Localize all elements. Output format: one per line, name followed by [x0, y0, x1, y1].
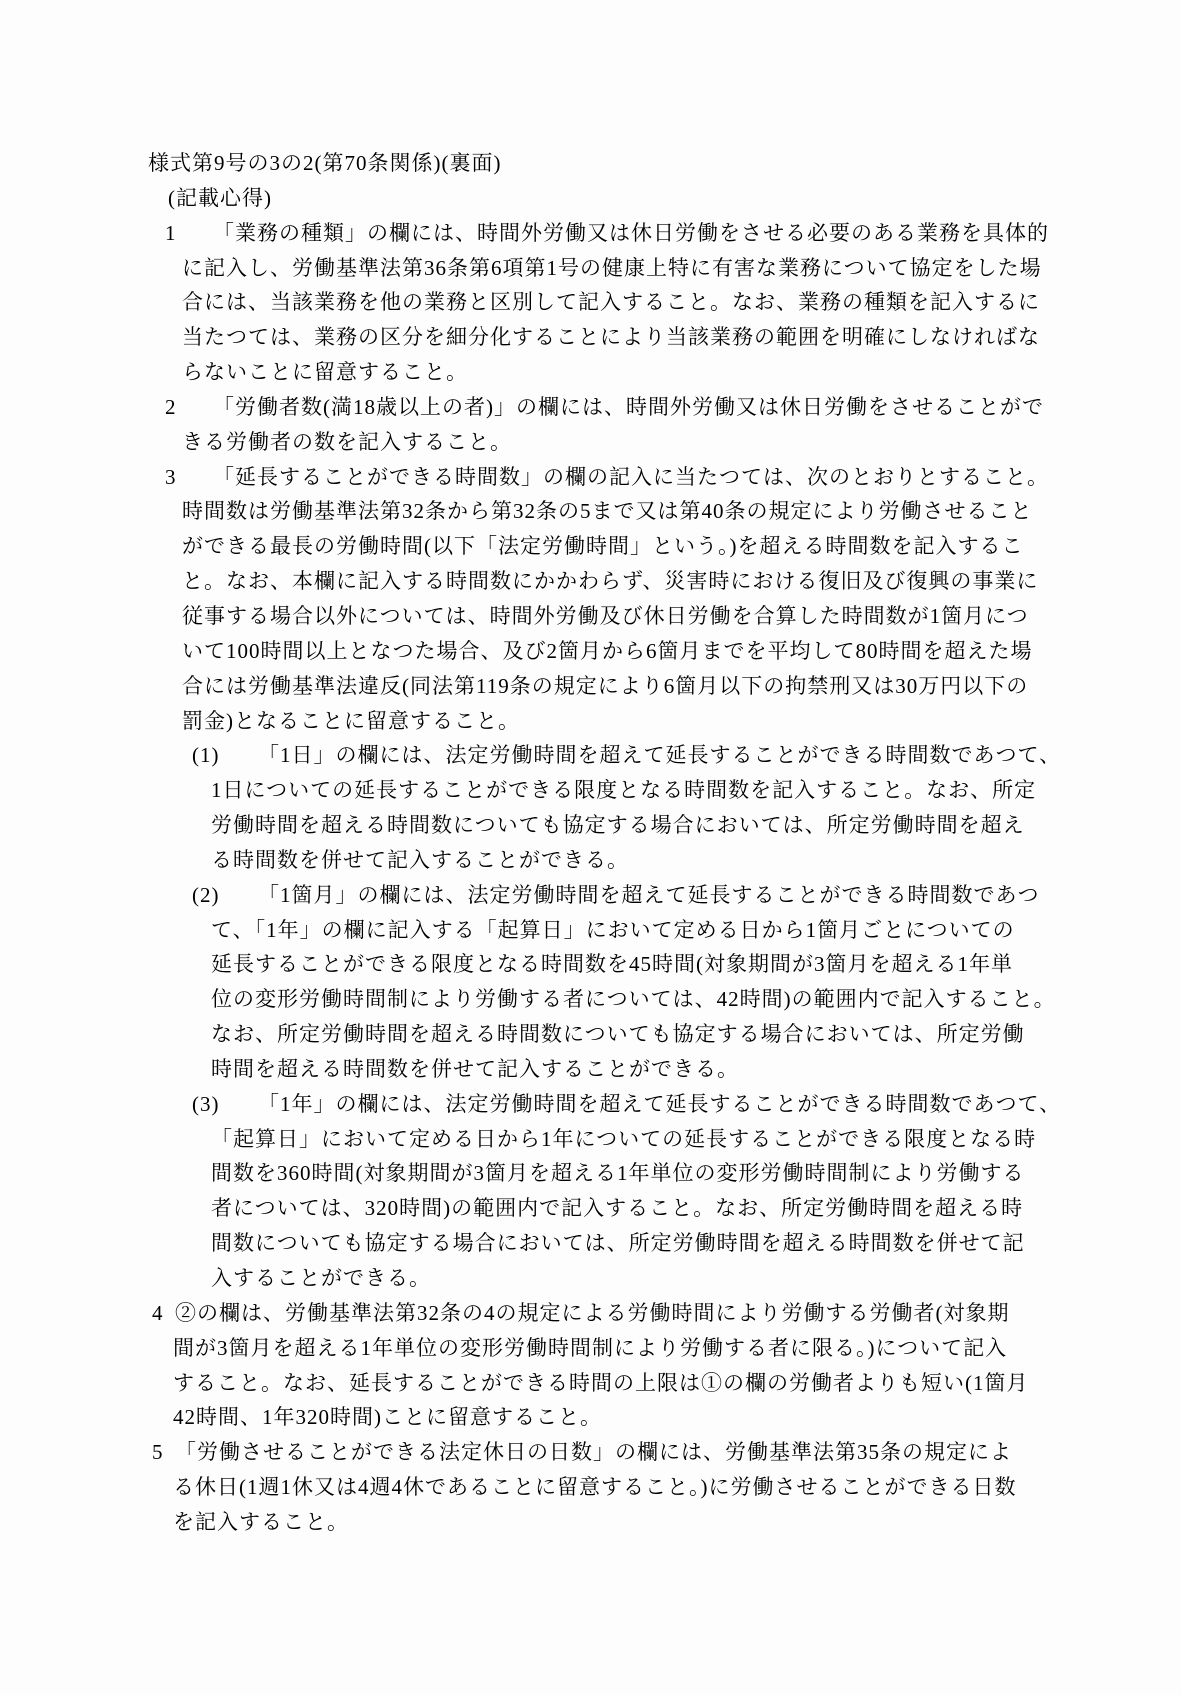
- text-line: [0, 634, 1181, 669]
- text-line: [0, 1400, 1181, 1435]
- item-number: 1: [165, 220, 177, 245]
- text-line: [0, 1052, 1181, 1087]
- line-text: 位の変形労働時間制により労働する者については、42時間)の範囲内で記入すること。: [211, 987, 1056, 1012]
- line-text: 「業務の種類」の欄には、時間外労働又は休日労働をさせる必要のある業務を具体的: [213, 220, 1049, 245]
- item-number: (1): [192, 743, 220, 768]
- line-text: 合には労働基準法違反(同法第119条の規定により6箇月以下の拘禁刑又は30万円以下の: [182, 673, 1029, 698]
- text-line: [0, 425, 1181, 460]
- text-line: [0, 704, 1181, 739]
- text-line: [0, 494, 1181, 529]
- text-line: [0, 355, 1181, 390]
- line-text: いて100時間以上となつた場合、及び2箇月から6箇月までを平均して80時間を超えた場: [182, 638, 1033, 663]
- text-line: [0, 1505, 1181, 1540]
- text-line: [0, 1261, 1181, 1296]
- line-text: きる労働者の数を記入すること。: [182, 429, 512, 454]
- text-line: [0, 251, 1181, 286]
- line-text: 当たつては、業務の区分を細分化することにより当該業務の範囲を明確にしなければな: [182, 325, 1040, 350]
- text-line: [0, 808, 1181, 843]
- text-line: [0, 1156, 1181, 1191]
- text-line: [0, 216, 1181, 251]
- text-line: [0, 1191, 1181, 1226]
- item-number: 5: [152, 1440, 164, 1465]
- line-text: 「1年」の欄には、法定労働時間を超えて延長することができる時間数であつて、: [258, 1091, 1062, 1116]
- item-number: 2: [165, 394, 177, 419]
- text-line: [0, 1087, 1181, 1122]
- line-text: 「労働者数(満18歳以上の者)」の欄には、時間外労働又は休日労働をさせることがで: [213, 394, 1044, 419]
- line-text: 1日についての延長することができる限度となる時間数を記入すること。なお、所定: [211, 778, 1037, 803]
- text-line: [0, 982, 1181, 1017]
- item-number: (2): [192, 882, 220, 907]
- line-text: なお、所定労働時間を超える時間数についても協定する場合においては、所定労働: [211, 1022, 1025, 1047]
- text-line: [0, 843, 1181, 878]
- text-line: [0, 1435, 1181, 1470]
- text-line: [0, 529, 1181, 564]
- line-text: らないことに留意すること。: [182, 360, 468, 385]
- text-line: [0, 1226, 1181, 1261]
- line-text: ②の欄は、労働基準法第32条の4の規定による労働時間により労働する労働者(対象期: [175, 1300, 1010, 1325]
- form-title: [0, 146, 1181, 181]
- line-text: を記入すること。: [173, 1509, 349, 1534]
- line-text: 時間数は労働基準法第32条から第32条の5まで又は第40条の規定により労働させること: [182, 499, 1033, 524]
- line-text: 従事する場合以外については、時間外労働及び休日労働を合算した時間数が1箇月につ: [182, 603, 1029, 628]
- line-text: 合には、当該業務を他の業務と区別して記入すること。なお、業務の種類を記入するに: [182, 290, 1040, 315]
- line-text: 延長することができる限度となる時間数を45時間(対象期間が3箇月を超える1年単: [211, 952, 1013, 977]
- text-line: [0, 947, 1181, 982]
- line-text: 間が3箇月を超える1年単位の変形労働時間制により労働する者に限る。)について記入: [173, 1335, 1008, 1360]
- line-text: 入することができる。: [211, 1266, 431, 1290]
- text-line: [0, 1017, 1181, 1052]
- line-text: 42時間、1年320時間)ことに留意すること。: [173, 1405, 602, 1430]
- line-text: る時間数を併せて記入することができる。: [211, 847, 629, 872]
- line-text: (記載心得): [168, 185, 272, 210]
- text-line: [0, 285, 1181, 320]
- text-line: [0, 564, 1181, 599]
- item-number: 3: [165, 464, 177, 489]
- line-text: 「労働させることができる法定休日の日数」の欄には、労働基準法第35条の規定によ: [175, 1440, 1012, 1465]
- section-heading: [0, 181, 1181, 216]
- text-line: [0, 390, 1181, 425]
- line-text: ができる最長の労働時間(以下「法定労働時間」という。)を超える時間数を記入するこ: [182, 534, 1024, 559]
- text-line: [0, 1470, 1181, 1505]
- text-line: [0, 1296, 1181, 1331]
- line-text: 時間を超える時間数を併せて記入することができる。: [211, 1056, 739, 1081]
- text-line: [0, 460, 1181, 495]
- line-text: 者については、320時間)の範囲内で記入すること。なお、所定労働時間を超える時: [211, 1196, 1024, 1221]
- line-text: て、「1年」の欄に記入する「起算日」において定める日から1箇月ごとについての: [211, 917, 1015, 942]
- line-text: 「1日」の欄には、法定労働時間を超えて延長することができる時間数であつて、: [258, 743, 1062, 768]
- text-line: [0, 738, 1181, 773]
- text-line: [0, 669, 1181, 704]
- line-text: 間数を360時間(対象期間が3箇月を超える1年単位の変形労働時間制により労働する: [211, 1161, 1025, 1186]
- item-number: 4: [152, 1300, 164, 1325]
- line-text: 罰金)となることに留意すること。: [182, 708, 520, 733]
- item-number: (3): [192, 1091, 220, 1116]
- text-line: [0, 1122, 1181, 1157]
- line-text: 間数についても協定する場合においては、所定労働時間を超える時間数を併せて記: [211, 1231, 1025, 1256]
- line-text: 様式第9号の3の2(第70条関係)(裏面): [148, 151, 502, 175]
- line-text: る休日(1週1休又は4週4休であることに留意すること。)に労働させることができる日数: [173, 1475, 1017, 1500]
- line-text: 「延長することができる時間数」の欄の記入に当たつては、次のとおりとすること。: [213, 464, 1049, 489]
- document-body: [0, 146, 1181, 1540]
- text-line: [0, 773, 1181, 808]
- line-text: すること。なお、延長することができる時間の上限は①の欄の労働者よりも短い(1箇月: [173, 1370, 1029, 1395]
- line-text: 労働時間を超える時間数についても協定する場合においては、所定労働時間を超え: [211, 813, 1025, 838]
- line-text: と。なお、本欄に記入する時間数にかかわらず、災害時における復旧及び復興の事業に: [182, 569, 1039, 594]
- text-line: [0, 1366, 1181, 1401]
- text-line: [0, 913, 1181, 948]
- text-line: [0, 878, 1181, 913]
- line-text: に記入し、労働基準法第36条第6項第1号の健康上特に有害な業務について協定をした場: [182, 255, 1042, 280]
- text-line: [0, 320, 1181, 355]
- line-text: 「1箇月」の欄には、法定労働時間を超えて延長することができる時間数であつ: [258, 882, 1040, 907]
- text-line: [0, 1331, 1181, 1366]
- text-line: [0, 599, 1181, 634]
- line-text: 「起算日」において定める日から1年についての延長することができる限度となる時: [211, 1126, 1037, 1151]
